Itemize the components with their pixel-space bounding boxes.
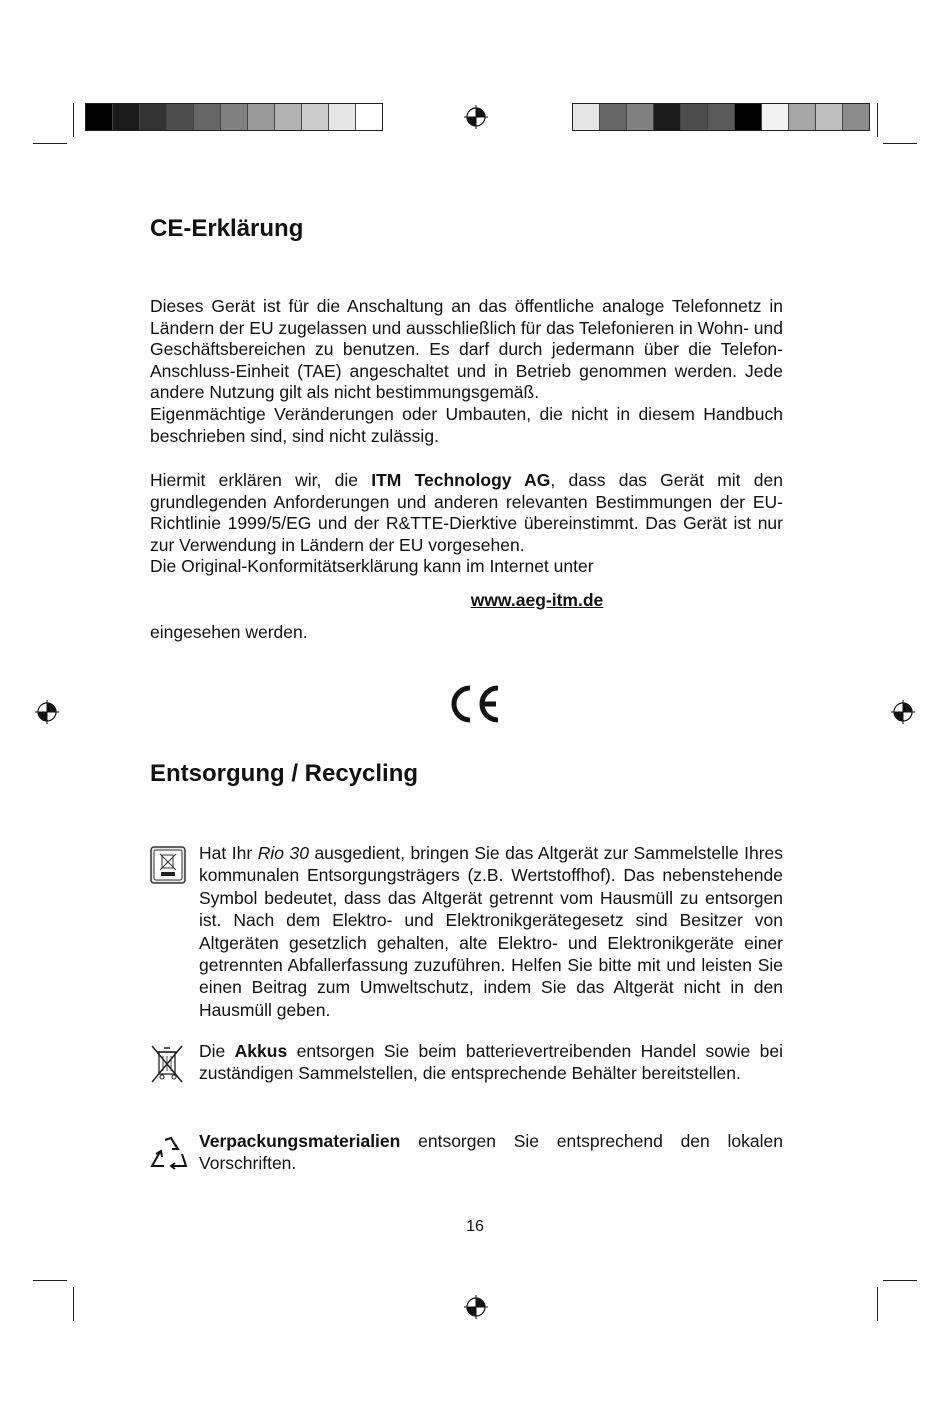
- packaging-text: [199, 1130, 783, 1175]
- color-swatch: [194, 104, 221, 130]
- ce-mark-icon: [446, 684, 502, 724]
- crop-mark: [33, 1280, 67, 1281]
- ce-paragraph-2: [150, 470, 783, 578]
- declaration-suffix: , dass das Gerät mit den grundlegenden Anforderungen und anderen relevanten Bestimmungen der EU-Richtlinie 1999/5/EG und der R&TTE-Dierktive übereinstimmt. Das Gerät ist nur zur Verwendung in Ländern der EU vorgesehen.: [150, 470, 783, 555]
- color-swatch: [573, 104, 600, 130]
- color-swatch: [248, 104, 275, 130]
- battery-keyword: Akkus: [234, 1041, 288, 1061]
- registration-mark-icon: [464, 105, 488, 129]
- crop-mark: [33, 143, 67, 144]
- color-swatch: [113, 104, 140, 130]
- color-swatch: [356, 104, 382, 130]
- packaging-keyword: Verpackungsmaterialien: [199, 1131, 401, 1151]
- after-url-text: eingesehen werden.: [150, 622, 308, 642]
- ce-usage-text: Dieses Gerät ist für die Anschaltung an das öffentliche analoge Telefonnetz in Ländern der EU zugelassen und ausschließlich für das Telefonieren in Wohn- und Geschäftsbereichen zu benutzen. Es darf durch jedermann über die Telefon-Anschluss-Einheit (TAE) angeschaltet und in Betrieb genommen werden. Jede andere Nutzung gilt als nicht bestimmungsgemäß.: [150, 296, 783, 403]
- crop-mark: [883, 1280, 917, 1281]
- recycling-heading: Entsorgung / Recycling: [150, 760, 419, 787]
- company-name: ITM Technology AG: [371, 470, 551, 490]
- declaration-prefix: Hiermit erklären wir, die: [150, 470, 372, 490]
- color-swatch: [681, 104, 708, 130]
- model-name: Rio 30: [257, 843, 309, 863]
- registration-mark-icon: [464, 1295, 488, 1319]
- color-swatch: [600, 104, 627, 130]
- battery-text: [199, 1040, 783, 1085]
- weee-device-icon: [150, 846, 188, 888]
- registration-mark-icon: [35, 700, 59, 724]
- right-calibration-strip: [572, 103, 870, 131]
- crop-mark: [73, 103, 74, 137]
- recycling-triangle-icon: [150, 1134, 188, 1172]
- battery-item: [150, 1040, 783, 1110]
- color-swatch: [221, 104, 248, 130]
- color-swatch: [329, 104, 356, 130]
- color-swatch: [843, 104, 869, 130]
- packaging-item: [150, 1130, 783, 1180]
- weee-text-start: Hat Ihr: [199, 843, 258, 863]
- color-swatch: [735, 104, 762, 130]
- color-swatch: [167, 104, 194, 130]
- ce-modification-text: Eigenmächtige Veränderungen oder Umbauten, die nicht in diesem Handbuch beschrieben sind, sind nicht zulässig.: [150, 403, 783, 446]
- weee-text: [199, 842, 783, 1021]
- color-swatch: [708, 104, 735, 130]
- color-swatch: [654, 104, 681, 130]
- crop-mark: [883, 143, 917, 144]
- crop-mark: [877, 103, 878, 137]
- color-swatch: [627, 104, 654, 130]
- color-swatch: [140, 104, 167, 130]
- crop-mark: [877, 1287, 878, 1321]
- color-swatch: [275, 104, 302, 130]
- crop-mark: [73, 1287, 74, 1321]
- page-number: 16: [466, 1218, 484, 1235]
- color-swatch: [762, 104, 789, 130]
- crossed-bin-icon: [150, 1044, 186, 1084]
- left-calibration-strip: [85, 103, 383, 131]
- website-link[interactable]: www.aeg-itm.de: [470, 590, 604, 610]
- conformity-text: Die Original-Konformitätserklärung kann im Internet unter: [150, 556, 594, 577]
- weee-text-body: ausgedient, bringen Sie das Altgerät zur Sammelstelle Ihres kommunalen Entsorgungsträgers (z.B. Wertstoffhof). Das nebenstehende Symbol bedeutet, dass das Altgerät getrennt vom Hausmüll zu entsorgen ist. Nach dem Elektro- und Elektronikgerätegesetz sind Besitzer von Altgeräten gesetzlich gehalten, alte Elektro- und Elektronikgeräte einer getrennten Abfallerfassung zuzuführen. Helfen Sie bitte mit und leisten Sie einen Beitrag zum Umweltschutz, indem Sie das Altgerät nicht in den Hausmüll geben.: [199, 843, 783, 1020]
- packaging-text-body: entsorgen Sie entsprechend den lokalen Vorschriften.: [199, 1131, 783, 1174]
- color-swatch: [302, 104, 329, 130]
- weee-item: [150, 842, 783, 1022]
- color-swatch: [816, 104, 843, 130]
- ce-heading: CE-Erklärung: [150, 215, 304, 242]
- color-swatch: [789, 104, 816, 130]
- ce-paragraph-1: [150, 296, 783, 447]
- battery-text-start: Die: [199, 1041, 235, 1061]
- battery-text-body: entsorgen Sie beim batterievertreibenden Handel sowie bei zuständigen Sammelstellen, die entsprechende Behälter bereitstellen.: [199, 1041, 783, 1084]
- registration-mark-icon: [891, 700, 915, 724]
- color-swatch: [86, 104, 113, 130]
- ce-declaration-text: [150, 470, 783, 556]
